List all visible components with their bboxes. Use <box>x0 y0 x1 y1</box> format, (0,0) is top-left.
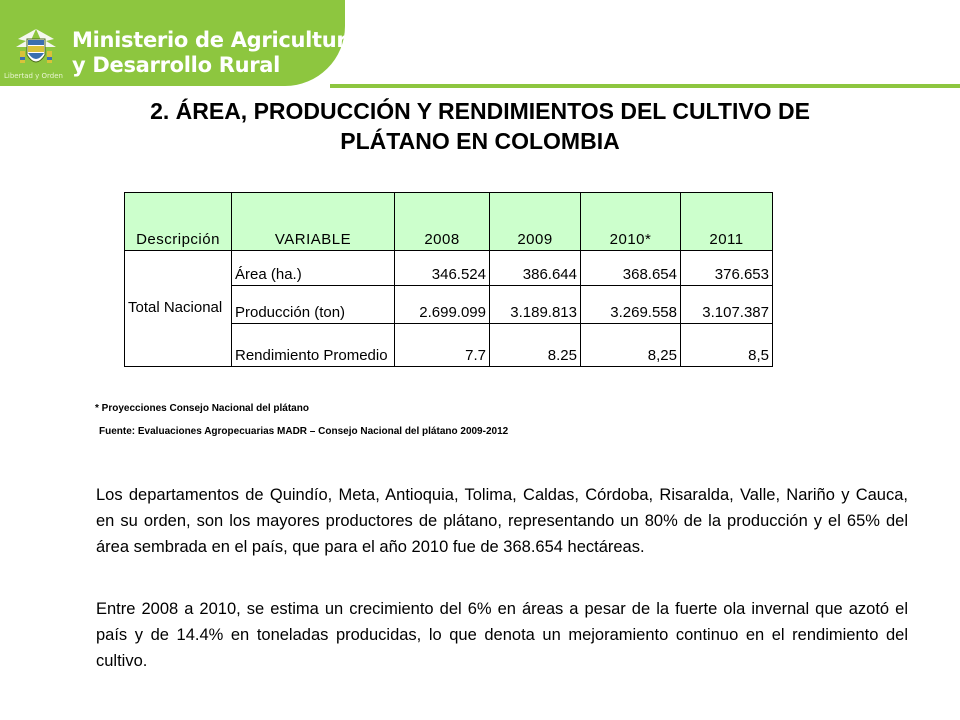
source-note: Fuente: Evaluaciones Agropecuarias MADR – Consejo Nacional del plátano 2009-2012 <box>99 426 509 437</box>
value-cell: 8,25 <box>581 324 681 367</box>
header-banner <box>0 0 960 90</box>
banner-divider-line <box>330 84 960 88</box>
variable-cell: Área (ha.) <box>232 251 395 286</box>
group-label-cell: Total Nacional <box>125 251 232 367</box>
ministry-line-1: Ministerio de Agricultura <box>72 28 361 52</box>
paragraph-growth: Entre 2008 a 2010, se estima un crecimiento del 6% en áreas a pesar de la fuerte ola invernal que azotó el país y de 14.4% en toneladas producidas, lo que denota un mejoramiento continuo en el rendimiento del cultivo. <box>96 600 908 670</box>
value-cell: 376.653 <box>681 251 773 286</box>
table-row <box>125 251 773 286</box>
projection-note: * Proyecciones Consejo Nacional del plátano <box>95 403 309 414</box>
ministry-line-2: y Desarrollo Rural <box>72 53 281 77</box>
value-cell: 368.654 <box>581 251 681 286</box>
page-title <box>60 96 900 156</box>
ministry-name <box>72 28 360 78</box>
title-line-2: PLÁTANO EN COLOMBIA <box>340 128 620 154</box>
variable-cell: Producción (ton) <box>232 286 395 324</box>
variable-cell: Rendimiento Promedio <box>232 324 395 367</box>
header-cell-2010: 2010* <box>581 193 681 251</box>
value-cell: 3.107.387 <box>681 286 773 324</box>
logo-motto: Libertad y Orden <box>4 72 63 80</box>
paragraph-departments: Los departamentos de Quindío, Meta, Antioquia, Tolima, Caldas, Córdoba, Risaralda, Valle, Nariño y Cauca, en su orden, son los mayores productores de plátano, representando un 80% de la producción y el 65% del área sembrada en el país, que para el año 2010 fue de 368.654 hectáreas. <box>96 486 908 556</box>
value-cell: 386.644 <box>490 251 581 286</box>
value-cell: 346.524 <box>395 251 490 286</box>
header-cell-2009: 2009 <box>490 193 581 251</box>
value-cell: 8,5 <box>681 324 773 367</box>
value-cell: 2.699.099 <box>395 286 490 324</box>
title-line-1: 2. ÁREA, PRODUCCIÓN Y RENDIMIENTOS DEL CULTIVO DE <box>150 98 810 124</box>
value-cell: 8.25 <box>490 324 581 367</box>
coat-of-arms-logo <box>8 25 64 73</box>
header-cell-variable: VARIABLE <box>232 193 395 251</box>
value-cell: 3.269.558 <box>581 286 681 324</box>
value-cell: 7.7 <box>395 324 490 367</box>
header-cell-2011: 2011 <box>681 193 773 251</box>
value-cell: 3.189.813 <box>490 286 581 324</box>
header-cell-description: Descripción <box>125 193 232 251</box>
production-table <box>124 192 773 367</box>
header-cell-2008: 2008 <box>395 193 490 251</box>
table-header-row <box>125 193 773 251</box>
